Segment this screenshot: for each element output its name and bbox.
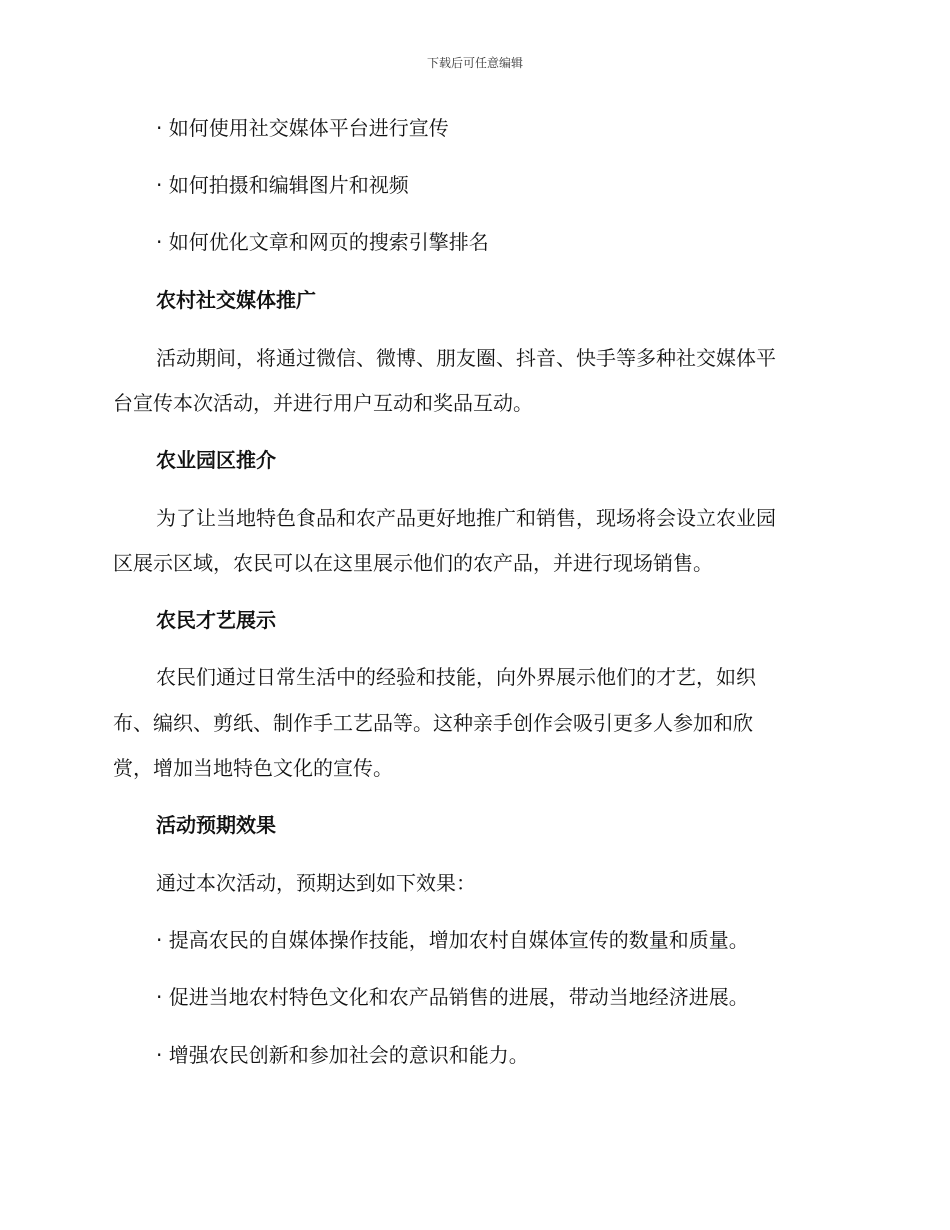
bullet-item: · 如何使用社交媒体平台进行宣传: [156, 116, 449, 140]
page-header: 下载后可任意编辑: [426, 56, 523, 70]
paragraph-line: 布、编织、剪纸、制作手工艺品等。这种亲手创作会吸引更多人参加和欣: [113, 711, 753, 735]
bullet-item: · 提高农民的自媒体操作技能，增加农村自媒体宣传的数量和质量。: [156, 928, 749, 952]
paragraph-line: 农民们通过日常生活中的经验和技能，向外界展示他们的才艺，如织: [156, 665, 756, 689]
bullet-item: · 如何拍摄和编辑图片和视频: [156, 173, 409, 197]
bullet-item: · 促进当地农村特色文化和农产品销售的进展，带动当地经济进展。: [156, 985, 749, 1009]
section-heading: 农民才艺展示: [156, 608, 276, 632]
paragraph-line: 区展示区域，农民可以在这里展示他们的农产品，并进行现场销售。: [113, 551, 713, 575]
paragraph-line: 赏，增加当地特色文化的宣传。: [113, 756, 393, 780]
paragraph-line: 台宣传本次活动，并进行用户互动和奖品互动。: [113, 391, 533, 415]
paragraph-line: 通过本次活动，预期达到如下效果：: [156, 871, 476, 895]
section-heading: 农业园区推介: [156, 448, 276, 472]
section-heading: 农村社交媒体推广: [156, 288, 316, 312]
paragraph-line: 活动期间，将通过微信、微博、朋友圈、抖音、快手等多种社交媒体平: [156, 346, 776, 370]
bullet-item: · 增强农民创新和参加社会的意识和能力。: [156, 1043, 529, 1067]
bullet-item: · 如何优化文章和网页的搜索引擎排名: [156, 230, 489, 254]
section-heading: 活动预期效果: [156, 813, 276, 837]
paragraph-line: 为了让当地特色食品和农产品更好地推广和销售，现场将会设立农业园: [156, 506, 776, 530]
